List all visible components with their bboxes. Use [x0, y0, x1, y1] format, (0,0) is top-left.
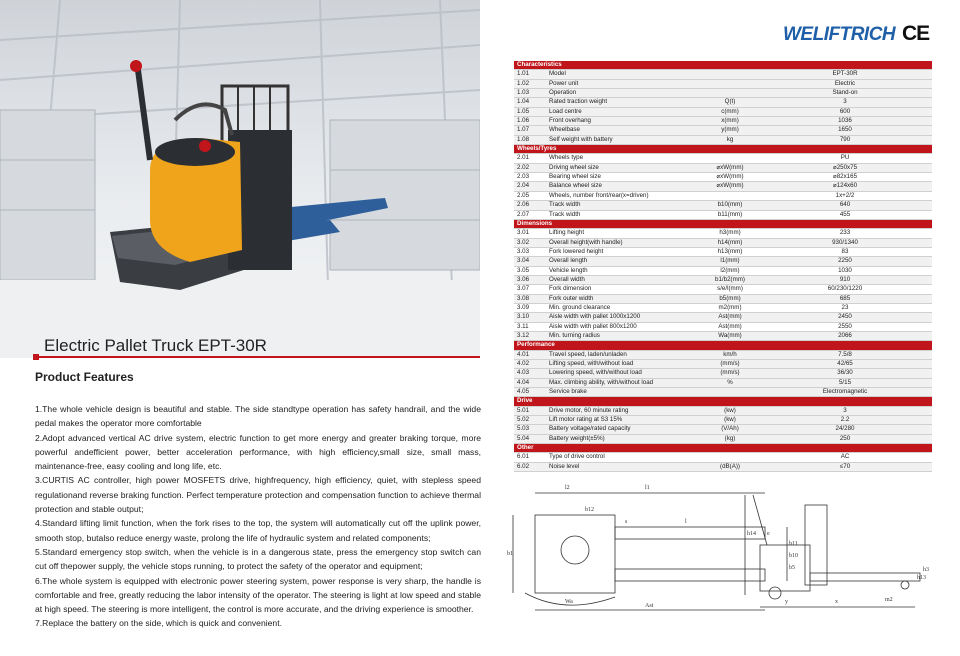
spec-row [514, 322, 932, 331]
spec-row [514, 173, 932, 182]
spec-item: Min. ground clearance [546, 303, 702, 312]
features-heading: Product Features [35, 370, 134, 384]
spec-unit: l1(mm) [702, 257, 758, 266]
drawing-dimension-label: y [785, 599, 788, 605]
spec-row [514, 98, 932, 107]
spec-item: Drive motor, 60 minute rating [546, 406, 702, 415]
spec-item: Battery weight(±5%) [546, 434, 702, 443]
spec-row [514, 285, 932, 294]
spec-code: 5.04 [514, 434, 546, 443]
spec-unit: s/e/l(mm) [702, 285, 758, 294]
spec-code: 2.03 [514, 173, 546, 182]
spec-value: 24/280 [758, 425, 932, 434]
drawing-dimension-label: b5 [789, 565, 795, 571]
drawing-dimension-label: l1 [645, 485, 650, 491]
spec-code: 1.06 [514, 117, 546, 126]
spec-section-title: Performance [514, 341, 932, 350]
spec-unit [702, 388, 758, 397]
spec-row [514, 406, 932, 415]
spec-value: 2.2 [758, 416, 932, 425]
spec-code: 3.05 [514, 266, 546, 275]
spec-value: 640 [758, 201, 932, 210]
spec-value: 790 [758, 135, 932, 144]
spec-value: ⌀124x60 [758, 182, 932, 191]
spec-value: 3 [758, 406, 932, 415]
spec-row [514, 201, 932, 210]
spec-value: 600 [758, 107, 932, 116]
drawing-dimension-label: m2 [885, 597, 893, 603]
spec-unit: y(mm) [702, 126, 758, 135]
ce-mark: CE [902, 22, 930, 45]
drawing-dimension-label: b1 [507, 551, 513, 557]
drawing-dimension-label: h14 [747, 531, 756, 537]
spec-item: Fork dimension [546, 285, 702, 294]
spec-section-title: Wheels/Tyres [514, 145, 932, 154]
spec-code: 4.02 [514, 360, 546, 369]
spec-row [514, 70, 932, 79]
spec-row [514, 229, 932, 238]
spec-value: 5/15 [758, 378, 932, 387]
spec-item: Aisle width with pallet 1000x1200 [546, 313, 702, 322]
technical-drawing [505, 475, 935, 615]
spec-row [514, 294, 932, 303]
spec-item: Wheels type [546, 154, 702, 163]
spec-value: 2250 [758, 257, 932, 266]
spec-value: 930/1340 [758, 238, 932, 247]
spec-code: 3.02 [514, 238, 546, 247]
spec-value: 1030 [758, 266, 932, 275]
spec-value: 1036 [758, 117, 932, 126]
spec-unit: b11(mm) [702, 210, 758, 219]
spec-unit: (dB(A)) [702, 462, 758, 471]
spec-unit: kg [702, 135, 758, 144]
spec-unit [702, 154, 758, 163]
spec-value: Electromagnetic [758, 388, 932, 397]
spec-row [514, 369, 932, 378]
spec-value: 2450 [758, 313, 932, 322]
title-underline [33, 356, 480, 358]
spec-unit: (V/Ah) [702, 425, 758, 434]
spec-row [514, 238, 932, 247]
spec-table [514, 61, 932, 472]
drawing-dimension-label: e [767, 531, 770, 537]
spec-section-title: Characteristics [514, 61, 932, 70]
spec-row [514, 416, 932, 425]
spec-row [514, 182, 932, 191]
spec-code: 1.03 [514, 89, 546, 98]
spec-unit: c(mm) [702, 107, 758, 116]
spec-unit: Ast(mm) [702, 322, 758, 331]
spec-item: Model [546, 70, 702, 79]
spec-item: Vehicle length [546, 266, 702, 275]
spec-item: Rated traction weight [546, 98, 702, 107]
spec-code: 5.02 [514, 416, 546, 425]
spec-code: 3.03 [514, 247, 546, 256]
spec-item: Noise level [546, 462, 702, 471]
spec-unit [702, 191, 758, 200]
spec-row [514, 275, 932, 284]
feature-item: 3.CURTIS AC controller, high power MOSFETS drive, highfrequency, high efficiency, quiet, with stepless speed regulationand reverse braking function. Perfect temperature protection and compensation function to achieve thermal protection and stable output; [35, 475, 481, 515]
spec-code: 2.06 [514, 201, 546, 210]
spec-value: 3 [758, 98, 932, 107]
spec-section-header [514, 61, 932, 70]
feature-item: 1.The whole vehicle design is beautiful and stable. The side standtype operation has safety handrail, and the wide pedal makes the operator more comfortable [35, 404, 481, 429]
spec-row [514, 303, 932, 312]
spec-value: 36/30 [758, 369, 932, 378]
spec-row [514, 135, 932, 144]
spec-value: 233 [758, 229, 932, 238]
spec-code: 4.04 [514, 378, 546, 387]
spec-code: 1.08 [514, 135, 546, 144]
spec-value: 2550 [758, 322, 932, 331]
spec-unit: (mm/s) [702, 360, 758, 369]
drawing-dimension-label: b11 [789, 541, 798, 547]
spec-value: Electric [758, 79, 932, 88]
spec-item: Wheels, number front/rear(x=driven) [546, 191, 702, 200]
spec-unit: (kg) [702, 434, 758, 443]
spec-item: Max. climbing ability, with/without load [546, 378, 702, 387]
spec-item: Load centre [546, 107, 702, 116]
spec-section-header [514, 444, 932, 453]
feature-item: 6.The whole system is equipped with electronic power steering system, power response is very sharp, the handle is comfortable and free, greatly reducing the labor intensity of the operator. The steering is light at low speed and stable at high speed. The steering is more intelligent, the control is more accurate, and the driving experience is smoother. [35, 575, 481, 615]
spec-value: 60/230/1220 [758, 285, 932, 294]
spec-unit: b10(mm) [702, 201, 758, 210]
spec-value: 42/65 [758, 360, 932, 369]
spec-item: Track width [546, 201, 702, 210]
spec-section-header [514, 341, 932, 350]
spec-value: EPT-30R [758, 70, 932, 79]
spec-section-header [514, 397, 932, 406]
feature-item: 2.Adopt advanced vertical AC drive system, electric function to get more energy and greater braking torque, more powerful andefficient power, better acceleration performance, with high efficiency,small size, small mass, maintenance-free, easy cooling and long life, etc. [35, 432, 481, 472]
spec-item: Self weight with battery [546, 135, 702, 144]
spec-item: Travel speed, laden/unladen [546, 350, 702, 359]
drawing-dimension-label: Wa [565, 599, 573, 605]
spec-value: AC [758, 453, 932, 462]
spec-code: 4.01 [514, 350, 546, 359]
spec-row [514, 79, 932, 88]
spec-unit: l2(mm) [702, 266, 758, 275]
spec-code: 5.03 [514, 425, 546, 434]
spec-code: 1.05 [514, 107, 546, 116]
spec-item: Lifting speed, with/without load [546, 360, 702, 369]
spec-code: 3.07 [514, 285, 546, 294]
spec-unit: h3(mm) [702, 229, 758, 238]
spec-item: Operation [546, 89, 702, 98]
spec-code: 2.02 [514, 163, 546, 172]
spec-value: 2066 [758, 331, 932, 340]
spec-row [514, 434, 932, 443]
spec-value: PU [758, 154, 932, 163]
spec-code: 1.01 [514, 70, 546, 79]
spec-value: Stand-on [758, 89, 932, 98]
spec-unit: (mm/s) [702, 369, 758, 378]
features-list [35, 402, 481, 631]
spec-code: 2.05 [514, 191, 546, 200]
spec-code: 6.02 [514, 462, 546, 471]
spec-row [514, 89, 932, 98]
drawing-dimension-label: x [835, 599, 838, 605]
spec-section-header [514, 219, 932, 228]
spec-row [514, 107, 932, 116]
spec-code: 2.01 [514, 154, 546, 163]
spec-value: 455 [758, 210, 932, 219]
spec-unit: b1/b2(mm) [702, 275, 758, 284]
spec-value: 910 [758, 275, 932, 284]
spec-code: 3.12 [514, 331, 546, 340]
spec-row [514, 117, 932, 126]
drawing-dimension-label: l [685, 519, 687, 525]
spec-section-title: Dimensions [514, 219, 932, 228]
spec-row [514, 350, 932, 359]
title-marker [33, 354, 39, 360]
spec-unit: % [702, 378, 758, 387]
spec-row [514, 388, 932, 397]
spec-code: 1.04 [514, 98, 546, 107]
spec-item: Min. turning radius [546, 331, 702, 340]
spec-item: Aisle width with pallet 800x1200 [546, 322, 702, 331]
spec-item: Fork outer width [546, 294, 702, 303]
drawing-dimension-label: h13 [917, 575, 926, 581]
spec-code: 4.03 [514, 369, 546, 378]
spec-code: 3.10 [514, 313, 546, 322]
spec-unit: (kw) [702, 416, 758, 425]
spec-value: 23 [758, 303, 932, 312]
spec-row [514, 247, 932, 256]
spec-unit [702, 89, 758, 98]
spec-row [514, 425, 932, 434]
spec-code: 1.07 [514, 126, 546, 135]
spec-code: 3.01 [514, 229, 546, 238]
spec-unit: Q(t) [702, 98, 758, 107]
spec-row [514, 266, 932, 275]
spec-unit [702, 453, 758, 462]
spec-item: Overall length [546, 257, 702, 266]
spec-unit: b5(mm) [702, 294, 758, 303]
spec-unit [702, 79, 758, 88]
spec-unit: Wa(mm) [702, 331, 758, 340]
spec-value: 1650 [758, 126, 932, 135]
spec-row [514, 154, 932, 163]
spec-value: 7.5/8 [758, 350, 932, 359]
spec-value: 1x+2/2 [758, 191, 932, 200]
spec-unit: Ast(mm) [702, 313, 758, 322]
drawing-dimension-label: b10 [789, 553, 798, 559]
spec-code: 6.01 [514, 453, 546, 462]
spec-section-title: Other [514, 444, 932, 453]
spec-item: Driving wheel size [546, 163, 702, 172]
spec-section-header [514, 145, 932, 154]
spec-unit [702, 70, 758, 79]
spec-code: 3.09 [514, 303, 546, 312]
spec-row [514, 257, 932, 266]
spec-value: ≤70 [758, 462, 932, 471]
spec-row [514, 191, 932, 200]
spec-value: ⌀82x165 [758, 173, 932, 182]
spec-row [514, 313, 932, 322]
spec-item: Overall height(with handle) [546, 238, 702, 247]
drawing-dimension-label: h3 [923, 567, 929, 573]
drawing-dimension-label: l2 [565, 485, 570, 491]
spec-code: 3.04 [514, 257, 546, 266]
drawing-dimension-label: Ast [645, 603, 654, 609]
spec-unit: m2(mm) [702, 303, 758, 312]
spec-row [514, 210, 932, 219]
spec-item: Lowering speed, with/without load [546, 369, 702, 378]
drawing-dimension-label: b12 [585, 507, 594, 513]
spec-section-title: Drive [514, 397, 932, 406]
spec-value: 83 [758, 247, 932, 256]
spec-unit: (kw) [702, 406, 758, 415]
spec-unit: h14(mm) [702, 238, 758, 247]
spec-unit: h13(mm) [702, 247, 758, 256]
spec-code: 1.02 [514, 79, 546, 88]
spec-item: Fork lowered height [546, 247, 702, 256]
spec-unit: x(mm) [702, 117, 758, 126]
feature-item: 7.Replace the battery on the side, which is quick and convenient. [35, 618, 282, 629]
spec-item: Balance wheel size [546, 182, 702, 191]
spec-row [514, 378, 932, 387]
spec-code: 4.05 [514, 388, 546, 397]
spec-row [514, 331, 932, 340]
spec-code: 3.06 [514, 275, 546, 284]
spec-unit: ⌀xW(mm) [702, 182, 758, 191]
spec-code: 3.11 [514, 322, 546, 331]
spec-row [514, 453, 932, 462]
spec-value: ⌀250x75 [758, 163, 932, 172]
product-title: Electric Pallet Truck EPT-30R [44, 336, 267, 355]
spec-item: Wheelbase [546, 126, 702, 135]
spec-code: 5.01 [514, 406, 546, 415]
spec-item: Type of drive control [546, 453, 702, 462]
drawing-dimension-label: s [625, 519, 628, 525]
spec-row [514, 163, 932, 172]
spec-item: Power unit [546, 79, 702, 88]
spec-item: Overall width [546, 275, 702, 284]
product-photo [0, 0, 480, 358]
brand-logo: WELIFTRICH [783, 24, 896, 45]
spec-row [514, 462, 932, 471]
spec-item: Bearing wheel size [546, 173, 702, 182]
spec-item: Track width [546, 210, 702, 219]
spec-unit: ⌀xW(mm) [702, 173, 758, 182]
spec-code: 2.07 [514, 210, 546, 219]
spec-value: 250 [758, 434, 932, 443]
spec-item: Service brake [546, 388, 702, 397]
feature-item: 5.Standard emergency stop switch, when the vehicle is in a dangerous state, press the emergency stop switch can cut off thepower supply, the vehicle stops running, to protect the safety of the operator and equipment; [35, 546, 481, 572]
spec-item: Battery voltage/rated capacity [546, 425, 702, 434]
spec-code: 3.08 [514, 294, 546, 303]
spec-value: 685 [758, 294, 932, 303]
feature-item: 4.Standard lifting limit function, when the fork rises to the top, the system will automatically cut off the uplink power, smooth stop, butalso reduce energy waste, prolong the life of hydraulic system and related components; [35, 518, 481, 543]
spec-code: 2.04 [514, 182, 546, 191]
spec-unit: km/h [702, 350, 758, 359]
spec-item: Lift motor rating at S3 15% [546, 416, 702, 425]
spec-item: Front overhang [546, 117, 702, 126]
spec-row [514, 360, 932, 369]
spec-row [514, 126, 932, 135]
spec-item: Lifting height [546, 229, 702, 238]
spec-unit: ⌀xW(mm) [702, 163, 758, 172]
